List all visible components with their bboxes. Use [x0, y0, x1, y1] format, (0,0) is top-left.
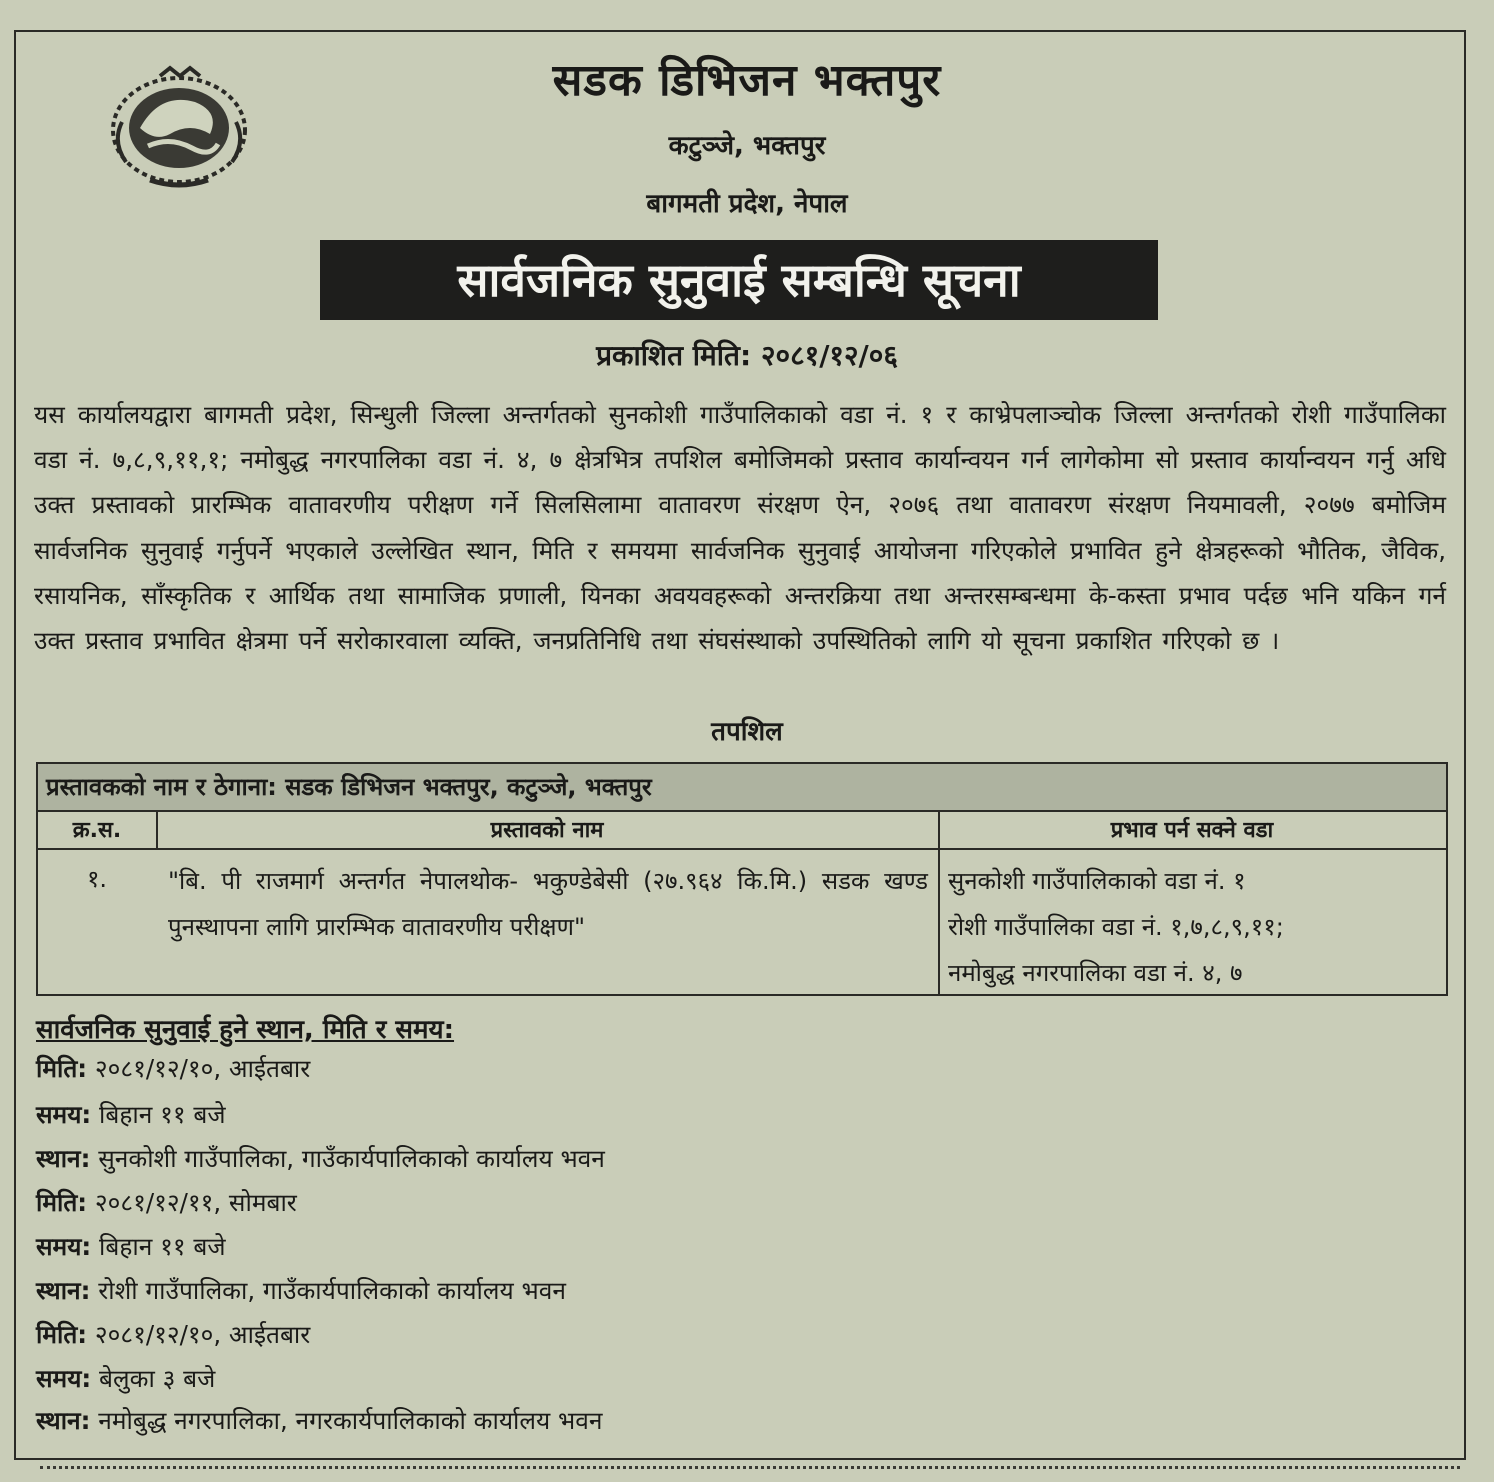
row-proposal-name: "बि. पी राजमार्ग अन्तर्गत नेपालथोक- भकुण्डेबेसी (२७.९६४ कि.मि.) सडक खण्ड पुनस्थापना लागि प्रारम्भिक वातावरणीय परीक्षण" [168, 867, 928, 941]
time-value: बेलुका ३ बजे [99, 1364, 216, 1393]
session-1-date [36, 1052, 310, 1085]
session-1-place [36, 1142, 605, 1175]
date-value: २०८१/१२/१०, आईतबार [94, 1320, 311, 1349]
session-3-date [36, 1318, 310, 1351]
place-value: नमोबुद्ध नगरपालिका, नगरकार्यपालिकाको कार्यालय भवन [98, 1406, 603, 1435]
time-value: बिहान ११ बजे [99, 1232, 226, 1261]
bottom-dotted-rule [40, 1466, 1460, 1469]
office-province: बागमती प्रदेश, नेपाल [646, 189, 848, 219]
session-3-place [36, 1404, 602, 1437]
date-value: २०८१/१२/११, सोमबार [94, 1188, 297, 1217]
place-value: रोशी गाउँपालिका, गाउँकार्यपालिकाको कार्यालय भवन [98, 1276, 566, 1305]
ward-line: रोशी गाउँपालिका वडा नं. १,७,८,९,११; [948, 913, 1284, 941]
place-label: स्थान: [36, 1144, 91, 1173]
place-label: स्थान: [36, 1406, 91, 1435]
office-address: कटुञ्जे, भक्तपुर [668, 131, 826, 161]
details-table [36, 762, 1448, 996]
time-value: बिहान ११ बजे [99, 1100, 226, 1129]
ward-line: सुनकोशी गाउँपालिकाको वडा नं. १ [948, 867, 1246, 895]
date-label: मिति: [36, 1054, 88, 1083]
notice-title-banner: सार्वजनिक सुनुवाई सम्बन्धि सूचना [320, 240, 1158, 320]
date-label: मिति: [36, 1188, 88, 1217]
proposer-row: प्रस्तावकको नाम र ठेगाना: सडक डिभिजन भक्तपुर, कटुञ्जे, भक्तपुर [38, 764, 1446, 812]
office-name: सडक डिभिजन भक्तपुर [552, 55, 942, 106]
date-value: २०८१/१२/१०, आईतबार [94, 1054, 311, 1083]
notice-body-paragraph: यस कार्यालयद्वारा बागमती प्रदेश, सिन्धुली जिल्ला अन्तर्गतको सुनकोशी गाउँपालिकाको वडा नं. १ र काभ्रेपलाञ्चोक जिल्ला अन्तर्गतको रोशी गाउँपालिका वडा नं. ७,८,९,११,१; नमोबुद्ध नगरपालिका वडा नं. ४, ७ क्षेत्रभित्र तपशिल बमोजिमको प्रस्ताव कार्यान्वयन गर्न लागेकोमा सो प्रस्ताव कार्यान्वयन गर्नु अधि उक्त प्रस्तावको प्रारम्भिक वातावरणीय परीक्षण गर्ने सिलसिलामा वातावरण संरक्षण ऐन, २०७६ तथा वातावरण संरक्षण नियमावली, २०७७ बमोजिम सार्वजनिक सुनुवाई गर्नुपर्ने भएकाले उल्लेखित स्थान, मिति र समयमा सार्वजनिक सुनुवाई आयोजना गरिएकोले प्रभावित हुने क्षेत्रहरूको भौतिक, जैविक, रसायनिक, साँस्कृतिक र आर्थिक तथा सामाजिक प्रणाली, यिनका अवयवहरूको अन्तरक्रिया तथा अन्तरसम्बन्धमा के-कस्ता प्रभाव पर्दछ भनि यकिन गर्न उक्त प्रस्ताव प्रभावित क्षेत्रमा पर्ने सरोकारवाला व्यक्ति, जनप्रतिनिधि तथा संघसंस्थाको उपस्थितिको लागि यो सूचना प्रकाशित गरिएको छ । [34, 400, 1446, 656]
header-serial: क्र.स. [72, 818, 122, 843]
published-date: प्रकाशित मिति: २०८१/१२/०६ [596, 339, 898, 372]
header-row-divider [38, 848, 1446, 850]
session-2-date [36, 1186, 297, 1219]
session-1-time [36, 1098, 226, 1131]
session-2-place [36, 1274, 566, 1307]
row-serial: १. [86, 865, 108, 893]
time-label: समय: [36, 1232, 92, 1261]
header-affected-wards: प्रभाव पर्न सक्ने वडा [1110, 818, 1274, 843]
time-label: समय: [36, 1364, 92, 1393]
details-heading: तपशिल [711, 717, 783, 747]
header-proposal-name: प्रस्तावको नाम [490, 818, 604, 843]
place-value: सुनकोशी गाउँपालिका, गाउँकार्यपालिकाको कार्यालय भवन [98, 1144, 605, 1173]
time-label: समय: [36, 1100, 92, 1129]
date-label: मिति: [36, 1320, 88, 1349]
session-2-time [36, 1230, 226, 1263]
row-affected-wards [948, 858, 1438, 996]
ward-line: नमोबुद्ध नगरपालिका वडा नं. ४, ७ [948, 959, 1243, 987]
session-3-time [36, 1362, 215, 1395]
hearing-schedule-heading: सार्वजनिक सुनुवाई हुने स्थान, मिति र समय: [36, 1015, 455, 1045]
place-label: स्थान: [36, 1276, 91, 1305]
